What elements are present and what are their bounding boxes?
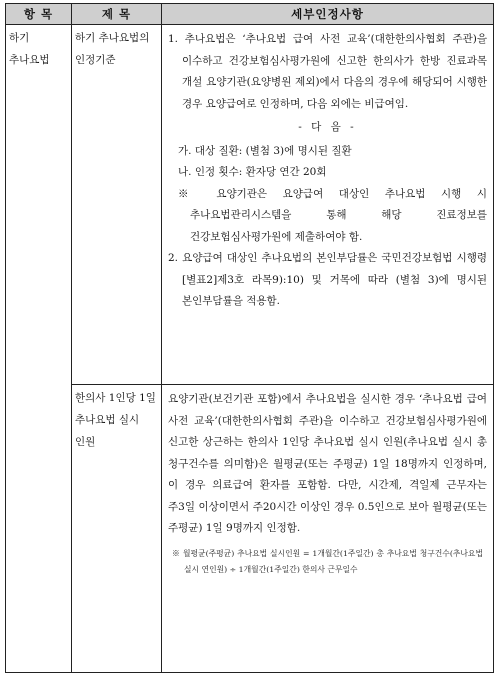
item-na: 나. 인정 횟수: 환자당 연간 20회 [178,166,327,178]
header-details: 세부인정사항 [162,4,494,25]
paragraph-1: 1. 추나요법은 ‘추나요법 급여 사전 교육’(대한한의사협회 주관)을 이수하고 건강보험심사평가원에 신고한 한의사가 한방 진료과목 개설 요양기관(요양병원 제외)에서 다음의 경우에 해당되어 시행한 경우 요양급여로 인정하며, 다음 외에는 비급여임. [168,33,487,110]
paragraph-body: 요양기관(보건기관 포함)에서 추나요법을 실시한 경우 ‘추나요법 급여 사전 교육’(대한한의사협회 주관)을 이수하고 건강보험심사평가원에 신고한 상근하는 한의사 1인당 추나요법 실시 인원(추나요법 실시 총 청구건수를 의미함)은 월평균(또는 주평균) 1일 18명까지 인정하며, 이 경우 의료급여 환자를 포함함. 다만, 시간제, 격일제 근무자는 주3일 이상이면서 주20시간 이상인 경우 0.5인으로 보아 월평균(또는 주평균) 1일 9명까지 인정함. [168,393,487,534]
criteria-table [5,3,494,673]
header-item: 항 목 [6,4,72,25]
details-cell [162,385,494,673]
paragraph-2: 2. 요양급여 대상인 추나요법의 본인부담률은 국민건강보험법 시행령[별표2]제3호 라목9):10) 및 거목에 따라 (별첨 3)에 명시된 본인부담률을 적용함. [168,252,487,307]
title-cell [72,25,162,385]
details-cell [162,25,494,385]
title-cell [72,385,162,673]
table-header-row [6,4,494,25]
item-label: 하기 추나요법 [9,32,50,66]
table-row [6,385,494,673]
note-paragraph: ※ 요양기관은 요양급여 대상인 추나요법 시행 시 추나요법관리시스템을 통해 해당 진료정보를 건강보험심사평가원에 제출하여야 함. [178,187,487,243]
center-heading: - 다 음 - [298,121,357,133]
footnote: ※ 월평균(주평균) 추나요법 실시인원 = 1개월간(1주일간) 총 추나요법 청구건수(추나요법 실시 연인원) ÷ 1개월간(1주일간) 한의사 근무일수 [172,548,483,574]
title-label: 하기 추나요법의 인정기준 [75,32,150,66]
header-title: 제 목 [72,4,162,25]
title-label: 한의사 1인당 1일 추나요법 실시 인원 [75,392,156,448]
item-ga: 가. 대상 질환: (별첨 3)에 명시된 질환 [178,144,352,157]
table-row [6,25,494,385]
item-cell [6,25,72,673]
